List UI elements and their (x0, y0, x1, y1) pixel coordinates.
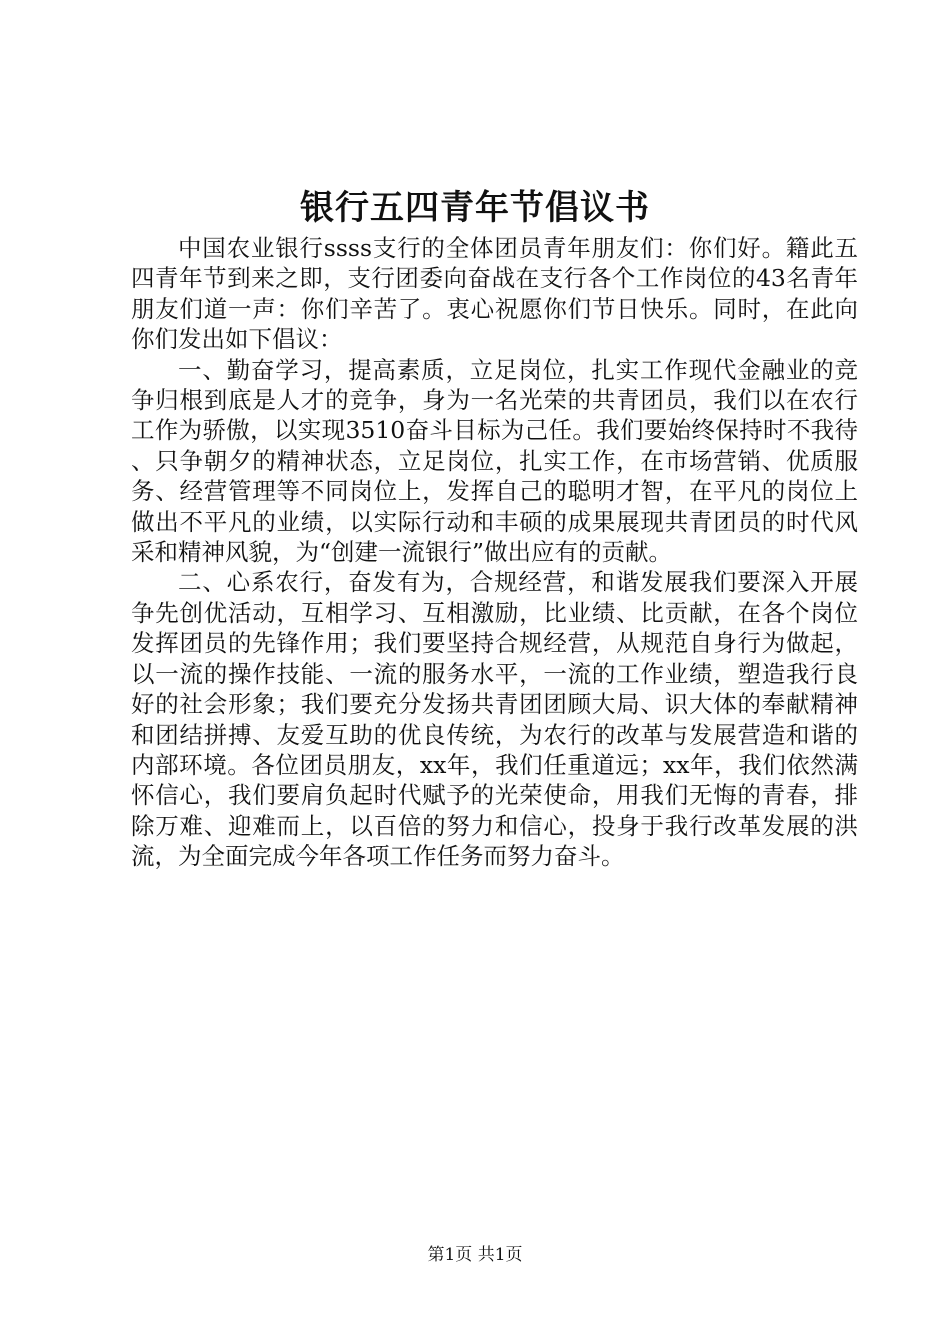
paragraph-proposal-one: 一、勤奋学习，提高素质，立足岗位，扎实工作现代金融业的竞争归根到底是人才的竞争，身为一名光荣的共青团员，我们以在农行工作为骄傲，以实现3510奋斗目标为己任。我们要始终保持时不我待、只争朝夕的精神状态，立足岗位，扎实工作，在市场营销、优质服务、经营管理等不同岗位上，发挥自己的聪明才智，在平凡的岗位上做出不平凡的业绩，以实际行动和丰硕的成果展现共青团员的时代风采和精神风貌，为“创建一流银行”做出应有的贡献。 (131, 355, 858, 567)
page-footer: 第1页 共1页 (427, 1245, 523, 1265)
paragraph-proposal-two: 二、心系农行，奋发有为，合规经营，和谐发展我们要深入开展争先创优活动，互相学习、互相激励，比业绩、比贡献，在各个岗位发挥团员的先锋作用；我们要坚持合规经营，从规范自身行为做起，以一流的操作技能、一流的服务水平，一流的工作业绩，塑造我行良好的社会形象；我们要充分发扬共青团团顾大局、识大体的奉献精神和团结拼搏、友爱互助的优良传统，为农行的改革与发展营造和谐的内部环境。各位团员朋友，xx年，我们任重道远；xx年，我们依然满怀信心，我们要肩负起时代赋予的光荣使命，用我们无悔的青春，排除万难、迎难而上，以百倍的努力和信心，投身于我行改革发展的洪流，为全面完成今年各项工作任务而努力奋斗。 (131, 568, 858, 871)
document-body (131, 233, 858, 872)
document-title: 银行五四青年节倡议书 (300, 188, 650, 228)
paragraph-greeting: 中国农业银行ssss支行的全体团员青年朋友们：你们好。籍此五四青年节到来之即，支行团委向奋战在支行各个工作岗位的43名青年朋友们道一声：你们辛苦了。衷心祝愿你们节日快乐。同时，在此向你们发出如下倡议： (131, 234, 858, 354)
